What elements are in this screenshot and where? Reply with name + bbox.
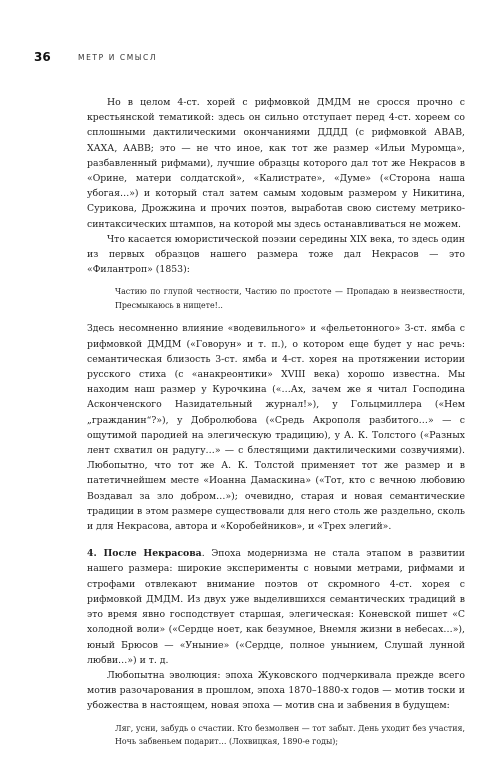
paragraph-1: Но в целом 4-ст. хорей с рифмовкой ДМДМ не сросся прочно с крестьянской тематикой: здесь он сильно отступает перед 4-ст. хореем со сплошными дактилическими окончаниями ДДДД (с рифмовкой АВАВ, ХАХА, ААВВ; это — не что иное, как тот же размер «Ильи Муромца», разбавленный рифмами), лучшие образцы которого дал тот же Некрасов в «Орине, матери солдатской», «Калистрате», «Думе» («Сторона наша убогая…») и который стал затем самым ходовым размером у Никитина, Сурикова, Дрожжина и прочих поэтов, выработав свою систему метрико-синтаксических штампов, на которой мы здесь останавливаться не можем. xyxy=(87,97,465,230)
verse-quote-2: Ляг, усни, забудь о счастии. Кто безмолвен — тот забыт. День уходит без участия, Ночь забвеньем подарит… (Лохвицкая, 1890-е годы); xyxy=(115,723,465,747)
running-title: МЕТР И СМЫСЛ xyxy=(78,52,158,62)
section-gap xyxy=(87,534,465,546)
page-number: 36 xyxy=(34,50,51,64)
paragraph-2: Что касается юмористической поэзии середины XIX века, то здесь один из первых образцов нашего размера тоже дал Некрасов — это «Филантроп» (1853): xyxy=(87,233,465,276)
verse-quote-1: Частию по глупой честности, Частию по простоте — Пропадаю в неизвестности, Пресмыкаюсь в нищете!.. xyxy=(115,287,465,310)
page-header xyxy=(34,50,157,64)
paragraph-5: Любопытна эволюция: эпоха Жуковского подчеркивала прежде всего мотив разочарования в прошлом, эпоха 1870–1880-х годов — мотив тоски и убожества в настоящем, новая эпоха — мотив сна и забвения в будущем: xyxy=(87,669,465,712)
paragraph-4-text: . Эпоха модернизма не стала этапом в развитии нашего размера: широкие эксперименты с новыми метрами, рифмами и строфами отвлекают внимание поэтов от скромного 4-ст. хорея с рифмовкой ДМДМ. Из двух уже выделившихся семантических традиций в это время явно господствует старшая, элегическая: Коневской пишет «С холодной воли» («Сердце ноет, как безумное, Внемля жизни в небесах…»), юный Брюсов — «Уныние» («Сердце, полное унынием, Слушай лунной любви…») и т. д. xyxy=(87,548,465,666)
section-title: 4. После Некрасова xyxy=(87,548,202,560)
paragraph-3: Здесь несомненно влияние «водевильного» и «фельетонного» 3-ст. ямба с рифмовкой ДМДМ («Говорун» и т. п.), о котором еще будет у нас речь: семантическая близость 3-ст. ямба и 4-ст. хорея на протяжении истории русского стиха (с «анакреонтики» XVIII века) хорошо известна. Мы находим наш размер у Курочкина («…Ах, зачем же я читал Господина Асконченского Назидательный журнал!»), у Гольцмиллера («Нем „гражданин“?»), у Добролюбова («Средь Акрополя разбитого…» — с ощутимой пародией на элегическую традицию), у А. К. Толстого («Разных лент схватил он радугу…» — с блестящими дактилическими созвучиями). Любопытно, что тот же А. К. Толстой применяет тот же размер и в патетичнейшем месте «Иоанна Дамаскина» («Тот, кто с вечною любовию Воздавал за зло добром…»); очевидно, старая и новая семантические традиции в этом размере существовали для него столь же раздельно, сколь и для Некрасова, автора и «Коробейников», и «Трех элегий». xyxy=(87,323,465,533)
page-body xyxy=(87,95,465,758)
paragraph-4 xyxy=(87,546,465,668)
